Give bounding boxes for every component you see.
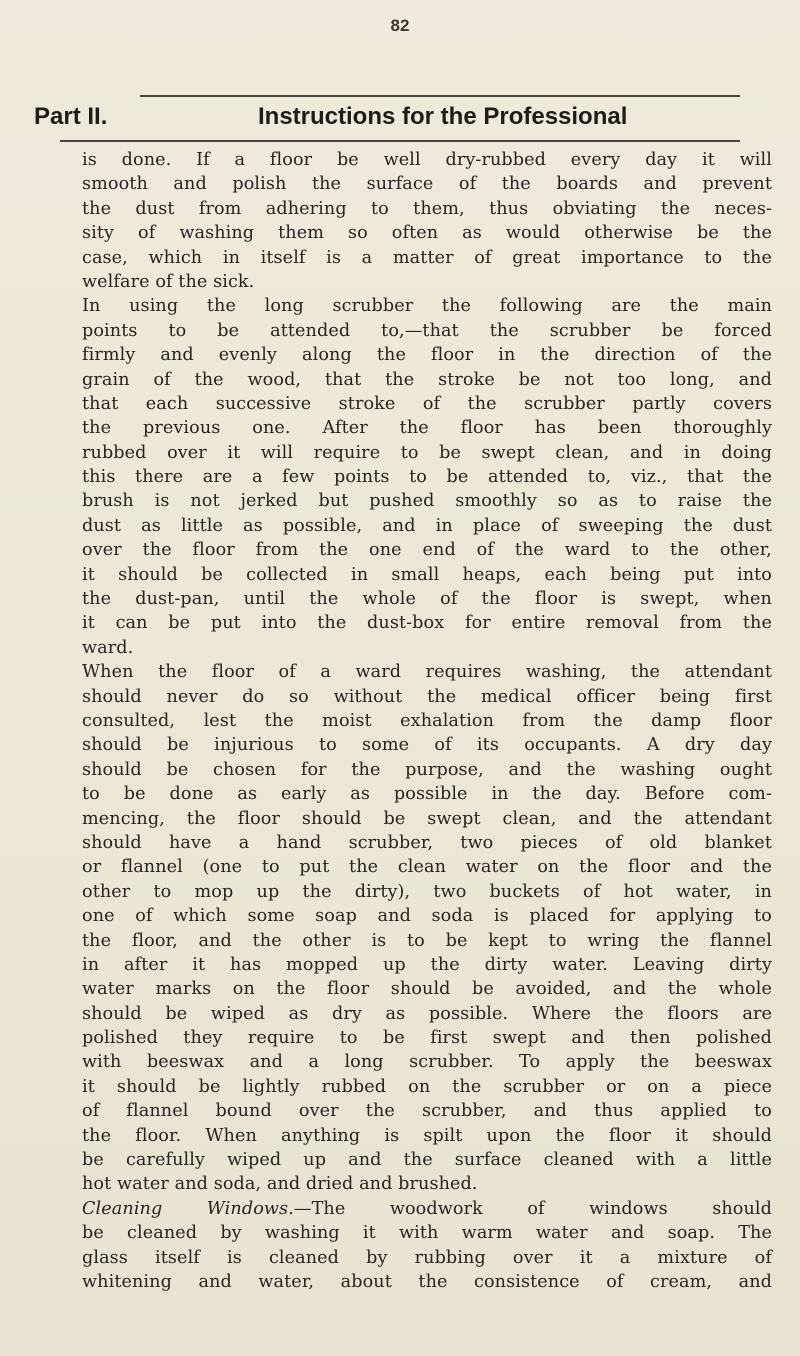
line-text: should be wiped as dry as possible. Where the floors are: [82, 1003, 772, 1024]
header-top-rule: [140, 95, 740, 97]
text-line: [82, 782, 772, 806]
text-line: [82, 977, 772, 1001]
line-text: grain of the wood, that the stroke be not too long, and: [82, 369, 772, 390]
text-line: [82, 587, 772, 611]
line-text: hot water and soda, and dried and brushed.: [82, 1174, 478, 1195]
text-line: [82, 904, 772, 928]
line-text: sity of washing them so often as would otherwise be the: [82, 223, 772, 244]
text-line: [82, 319, 772, 343]
line-text: whitening and water, about the consistence of cream, and: [82, 1271, 772, 1292]
body-text: [82, 148, 772, 1294]
text-line: [82, 1270, 772, 1294]
line-text: the dust from adhering to them, thus obviating the neces-: [82, 198, 772, 219]
line-text: points to be attended to,—that the scrubber be forced: [82, 320, 772, 341]
line-text: rubbed over it will require to be swept clean, and in doing: [82, 442, 772, 463]
text-line: [82, 1197, 772, 1221]
text-line: [82, 1124, 772, 1148]
line-text: water marks on the floor should be avoided, and the whole: [82, 979, 772, 1000]
text-line: [82, 733, 772, 757]
line-text: polished they require to be first swept and then polished: [82, 1028, 772, 1049]
line-text: mencing, the floor should be swept clean, and the attendant: [82, 808, 772, 829]
text-line: [82, 685, 772, 709]
text-line: [82, 294, 772, 318]
text-line: [82, 611, 772, 635]
line-text: brush is not jerked but pushed smoothly so as to raise the: [82, 491, 772, 512]
text-line: [82, 660, 772, 684]
text-line: [82, 392, 772, 416]
line-text: or flannel (one to put the clean water on the floor and the: [82, 857, 772, 878]
text-line: [82, 1050, 772, 1074]
text-line: [82, 1148, 772, 1172]
text-line: [82, 172, 772, 196]
text-line: [82, 1002, 772, 1026]
header-bottom-rule: [60, 140, 740, 142]
text-line: [82, 270, 772, 294]
line-text: smooth and polish the surface of the boards and prevent: [82, 174, 772, 195]
line-text: dust as little as possible, and in place of sweeping the dust: [82, 515, 772, 536]
text-line: [82, 416, 772, 440]
text-line: [82, 1246, 772, 1270]
line-text: In using the long scrubber the following are the main: [82, 296, 772, 317]
line-text: the floor, and the other is to be kept to wring the flannel: [82, 930, 772, 951]
line-text: the dust-pan, until the whole of the floor is swept, when: [82, 589, 772, 610]
text-line: [82, 953, 772, 977]
subsection-heading: Cleaning Windows.: [82, 1198, 294, 1219]
line-text: it should be collected in small heaps, each being put into: [82, 564, 772, 585]
line-text: consulted, lest the moist exhalation from the damp floor: [82, 710, 772, 731]
text-line: [82, 197, 772, 221]
text-line: [82, 855, 772, 879]
text-line: [82, 1075, 772, 1099]
line-text: other to mop up the dirty), two buckets of hot water, in: [82, 881, 772, 902]
line-text: one of which some soap and soda is placed for applying to: [82, 906, 772, 927]
line-text: be carefully wiped up and the surface cleaned with a little: [82, 1150, 772, 1171]
line-text: should be chosen for the purpose, and the washing ought: [82, 759, 772, 780]
line-text: be cleaned by washing it with warm water and soap. The: [82, 1223, 772, 1244]
line-text: should be injurious to some of its occupants. A dry day: [82, 735, 772, 756]
text-line: [82, 880, 772, 904]
line-text: the floor. When anything is spilt upon the floor it should: [82, 1125, 772, 1146]
part-label: Part II.: [34, 103, 108, 130]
line-text: with beeswax and a long scrubber. To apply the beeswax: [82, 1052, 772, 1073]
line-text: to be done as early as possible in the day. Before com-: [82, 784, 772, 805]
line-text: should have a hand scrubber, two pieces of old blanket: [82, 832, 772, 853]
text-line: [82, 1099, 772, 1123]
text-line: [82, 489, 772, 513]
section-title: Instructions for the Professional: [258, 103, 628, 130]
text-line: [82, 709, 772, 733]
text-line: [82, 807, 772, 831]
text-line: [82, 465, 772, 489]
line-text: firmly and evenly along the floor in the direction of the: [82, 345, 772, 366]
line-text: welfare of the sick.: [82, 271, 255, 292]
text-line: [82, 831, 772, 855]
line-text: When the floor of a ward requires washing, the attendant: [82, 662, 772, 683]
line-text: glass itself is cleaned by rubbing over it a mixture of: [82, 1247, 772, 1268]
line-text: that each successive stroke of the scrubber partly covers: [82, 393, 772, 414]
line-text: ward.: [82, 637, 134, 658]
line-text: it should be lightly rubbed on the scrubber or on a piece: [82, 1076, 772, 1097]
line-text: the previous one. After the floor has been thoroughly: [82, 418, 772, 439]
text-line: [82, 246, 772, 270]
line-text: case, which in itself is a matter of great importance to the: [82, 247, 772, 268]
line-text: it can be put into the dust-box for entire removal from the: [82, 613, 772, 634]
line-text: —The woodwork of windows should: [293, 1198, 772, 1219]
text-line: [82, 563, 772, 587]
text-line: [82, 514, 772, 538]
text-line: [82, 538, 772, 562]
line-text: of flannel bound over the scrubber, and thus applied to: [82, 1101, 772, 1122]
line-text: this there are a few points to be attended to, viz., that the: [82, 467, 772, 488]
line-text: over the floor from the one end of the ward to the other,: [82, 540, 772, 561]
text-line: [82, 221, 772, 245]
text-line: [82, 636, 772, 660]
text-line: [82, 1221, 772, 1245]
text-line: [82, 441, 772, 465]
text-line: [82, 758, 772, 782]
text-line: [82, 1172, 772, 1196]
text-line: [82, 1026, 772, 1050]
page-number: 82: [390, 16, 410, 35]
line-text: is done. If a floor be well dry-rubbed every day it will: [82, 150, 772, 170]
line-text: should never do so without the medical officer being first: [82, 686, 772, 707]
text-line: [82, 368, 772, 392]
text-line: [82, 343, 772, 367]
text-line: [82, 929, 772, 953]
text-line: [82, 148, 772, 172]
line-text: in after it has mopped up the dirty water. Leaving dirty: [82, 954, 772, 975]
